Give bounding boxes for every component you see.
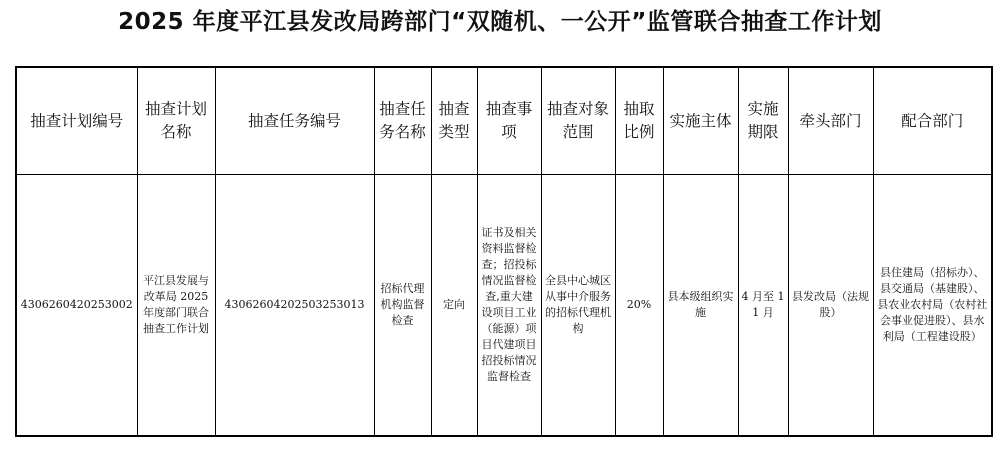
cell-plan-number: 4306260420253002 — [16, 175, 137, 437]
cell-task-name: 招标代理机构监督检查 — [374, 175, 431, 437]
inspection-plan-table — [15, 66, 993, 437]
header-task-name: 抽查任务名称 — [374, 67, 431, 175]
header-target-scope: 抽查对象范围 — [541, 67, 615, 175]
header-plan-name: 抽查计划名称 — [137, 67, 215, 175]
header-inspection-items: 抽查事项 — [477, 67, 541, 175]
header-task-number: 抽查任务编号 — [215, 67, 374, 175]
header-inspection-type: 抽查类型 — [431, 67, 477, 175]
header-implementing-body: 实施主体 — [663, 67, 738, 175]
header-period: 实施期限 — [738, 67, 788, 175]
cell-inspection-type: 定向 — [431, 175, 477, 437]
table-row — [16, 175, 992, 437]
cell-plan-name: 平江县发展与改革局 2025 年度部门联合抽查工作计划 — [137, 175, 215, 437]
cell-target-scope: 全县中心城区从事中介服务的招标代理机构 — [541, 175, 615, 437]
cell-implementing-body: 县本级组织实施 — [663, 175, 738, 437]
cell-cooperating-departments: 县住建局（招标办）、县交通局（基建股）、县农业农村局（农村社会事业促进股）、县水利局（工程建设股） — [873, 175, 992, 437]
cell-inspection-items: 证书及相关资料监督检查；招投标情况监督检查,重大建设项目工业（能源）项目代建项目招投标情况监督检查 — [477, 175, 541, 437]
document-title: 2025 年度平江县发改局跨部门“双随机、一公开”监管联合抽查工作计划 — [118, 9, 882, 35]
header-cooperating-departments: 配合部门 — [873, 67, 992, 175]
cell-sampling-ratio: 20% — [615, 175, 663, 437]
cell-period: 4 月至 11 月 — [738, 175, 788, 437]
header-plan-number: 抽查计划编号 — [16, 67, 137, 175]
cell-lead-department: 县发改局（法规股） — [788, 175, 873, 437]
header-lead-department: 牵头部门 — [788, 67, 873, 175]
header-row — [16, 67, 992, 175]
header-sampling-ratio: 抽取比例 — [615, 67, 663, 175]
cell-task-number: 43062604202503253013 — [215, 175, 374, 437]
